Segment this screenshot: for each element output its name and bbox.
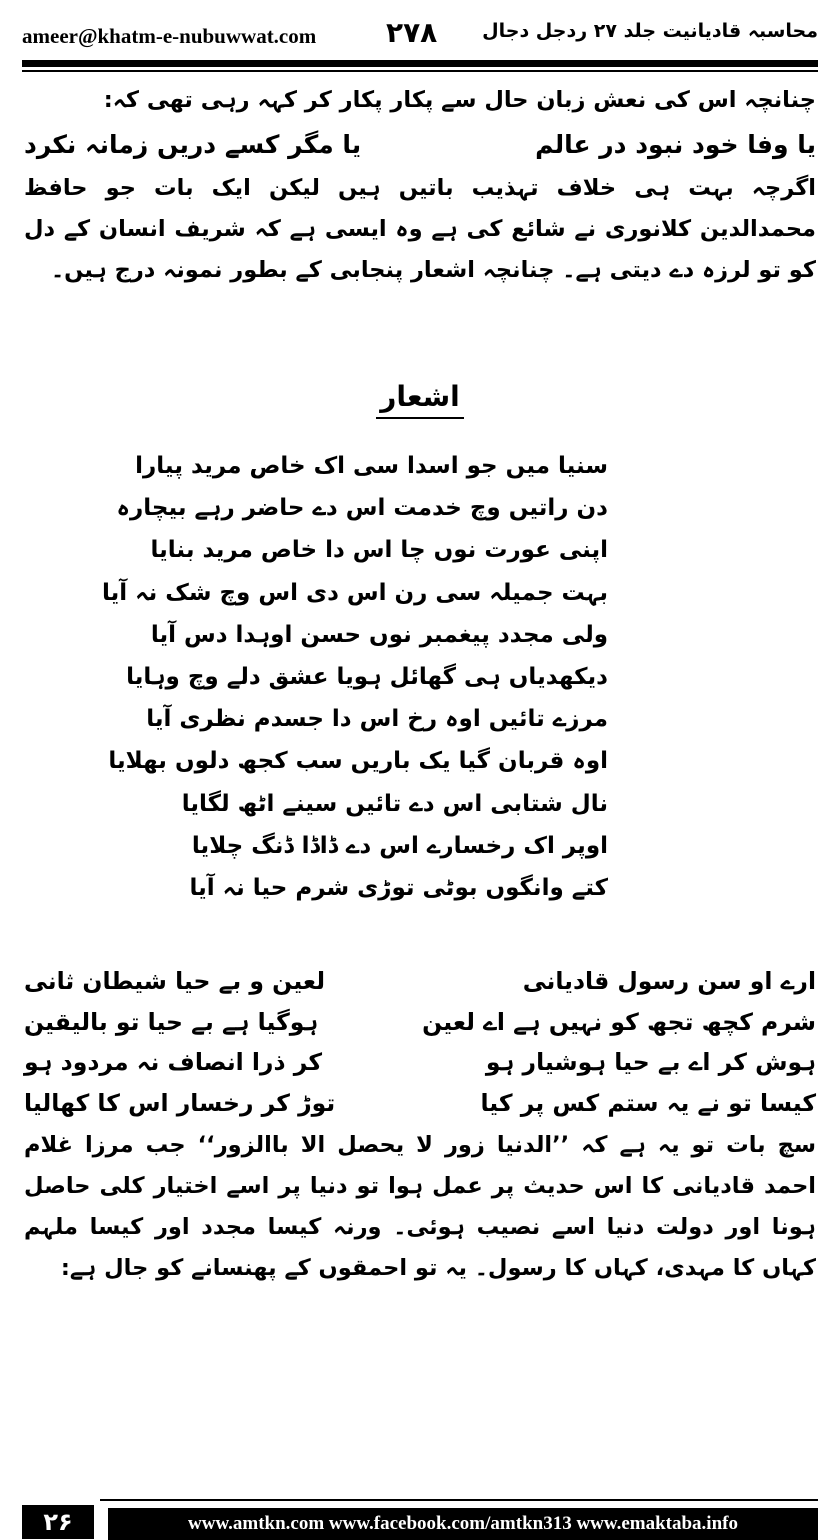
header-page-number: ۲۷۸ xyxy=(386,16,438,49)
persian-verse xyxy=(24,126,816,166)
poem xyxy=(102,445,608,909)
poem-line: اوپر اک رخسارے اس دے ڈاڈا ڈنگ چلایا xyxy=(191,832,608,859)
poem-line: دن راتیں وچ خدمت اس دے حاضر رہے بیچارہ xyxy=(116,495,608,522)
footer-page-number: ۲۶ xyxy=(22,1505,94,1539)
persian-verse-second: یا مگر کسے دریں زمانہ نکرد xyxy=(24,130,362,159)
poem-line: کتے وانگوں بوٹی توڑی شرم حیا نہ آیا xyxy=(189,875,608,902)
couplet-first-half: شرم کچھ تجھ کو نہیں ہے اے لعین xyxy=(422,1007,816,1036)
couplet-second-half: لعین و بے حیا شیطان ثانی xyxy=(24,967,326,995)
paragraph-2: اگرچہ بہت ہی خلاف تہذیب باتیں ہیں لیکن ایک بات جو حافظ محمدالدین کلانوری نے شائع کی ہے وہ ایسی ہے کہ شریف انسان کے دل کو تو لرزہ دے دیتی ہے۔ چنانچہ اشعار پنجابی کے بطور نمونہ درج ہیں۔ xyxy=(24,175,816,283)
couplet-second-half: ہوگیا ہے بے حیا تو بالیقین xyxy=(24,1007,319,1036)
header-email: ameer@khatm-e-nubuwwat.com xyxy=(22,24,317,48)
couplet xyxy=(24,1004,816,1045)
couplet xyxy=(24,963,816,1004)
header-book-title: محاسبہ قادیانیت جلد ۲۷ ردجل دجال xyxy=(482,20,818,42)
poem-line: ولی مجدد پیغمبر نوں حسن اوہدا دس آیا xyxy=(150,621,608,648)
couplet-second-half: توڑ کر رخسار اس کا کھالیا xyxy=(24,1088,336,1117)
poem-line: بہت جمیلہ سی رن اس دی اس وچ شک نہ آیا xyxy=(102,579,608,606)
couplet xyxy=(24,1044,816,1085)
paragraph-3: سچ بات تو یہ ہے کہ ’’الدنیا زور لا یحصل الا باالزور‘‘ جب مرزا غلام احمد قادیانی کا اس حدیث پر عمل ہوا تو دنیا پر اسے اختیار کلی حاصل ہونا اور دولت دنیا اسے نصیب ہوئی۔ ورنہ کیسا مجدد اور کیسا ملہم کہاں کا مہدی، کہاں کا رسول۔ یہ تو احمقوں کے پھنسانے کو جال ہے: xyxy=(24,1132,816,1281)
poem-line: دیکھدیاں ہی گھائل ہویا عشق دلے وچ وہایا xyxy=(126,664,608,691)
couplet-first-half: ارے او سن رسول قادیانی xyxy=(522,967,816,995)
couplet-second-half: کر ذرا انصاف نہ مردود ہو xyxy=(24,1048,322,1076)
poem-line: اوہ قربان گیا یک باریں سب کجھ دلوں بھلایا xyxy=(108,748,608,775)
header-rule xyxy=(22,60,818,67)
section-heading-text: اشعار xyxy=(376,380,464,419)
couplet xyxy=(24,1085,816,1126)
header-rule-thin xyxy=(22,70,818,72)
section-heading xyxy=(0,380,840,413)
poem-line: مرزے تائیں اوہ رخ اس دا جسدم نظری آیا xyxy=(146,706,608,733)
footer-rule xyxy=(100,1499,818,1501)
footer-links: www.amtkn.com www.facebook.com/amtkn313 www.emaktaba.info xyxy=(108,1508,818,1540)
poem-line: اپنی عورت نوں چا اس دا خاص مرید بنایا xyxy=(150,537,608,564)
poem-line: سنیا میں جو اسدا سی اک خاص مرید پیارا xyxy=(135,453,608,479)
intro-line: چنانچہ اس کی نعش زبان حال سے پکار پکار کر کہہ رہی تھی کہ: xyxy=(103,87,816,113)
page-header xyxy=(22,14,818,56)
poem-line: نال شتابی اس دے تائیں سینے اٹھ لگایا xyxy=(181,790,608,817)
persian-verse-first: یا وفا خود نبود در عالم xyxy=(535,130,816,159)
couplet-first-half: ہوش کر اے بے حیا ہوشیار ہو xyxy=(485,1048,816,1076)
couplets xyxy=(24,963,816,1125)
couplet-first-half: کیسا تو نے یہ ستم کس پر کیا xyxy=(480,1088,816,1117)
